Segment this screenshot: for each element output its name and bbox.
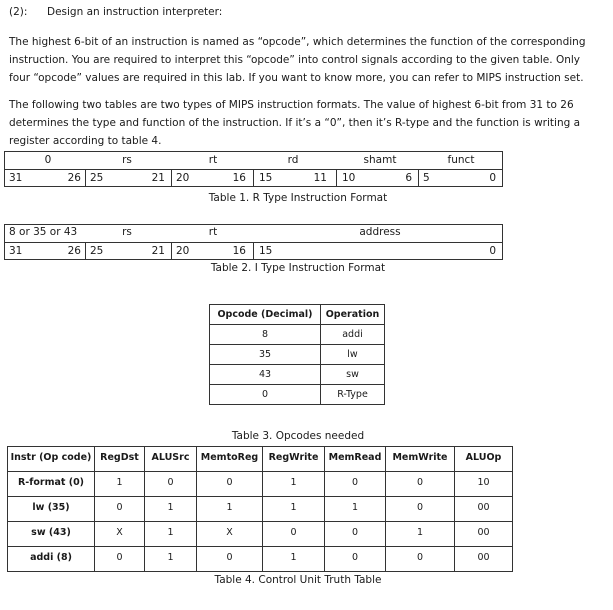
- table4-caption: Table 4. Control Unit Truth Table: [214, 574, 382, 586]
- column-header: RegWrite: [268, 452, 319, 463]
- column-header: RegDst: [100, 452, 139, 463]
- table-cell: lw: [347, 349, 358, 360]
- bit-label: 5: [423, 172, 430, 184]
- table-cell: rd: [287, 154, 299, 166]
- table-cell: 0: [416, 502, 424, 513]
- bit-label: 20: [176, 245, 190, 257]
- column-header: Operation: [325, 309, 380, 320]
- table-cell: 00: [477, 527, 490, 538]
- table-cell: 0: [226, 552, 233, 563]
- bit-label: 16: [232, 245, 246, 257]
- column-header: Instr (Op code): [10, 452, 92, 463]
- row-label: lw (35): [32, 502, 70, 513]
- formats-line: The following two tables are two types of MIPS instruction formats. The value of highest 6-bit from 31 to 26: [9, 99, 574, 111]
- table-cell: 0: [226, 477, 233, 488]
- table-cell: 0: [290, 527, 297, 538]
- bit-label: 10: [342, 172, 356, 184]
- table-cell: sw: [346, 369, 359, 380]
- table-cell: 1: [416, 527, 424, 538]
- table-cell: rs: [122, 154, 132, 166]
- table1-caption: Table 1. R Type Instruction Format: [208, 192, 388, 204]
- table-cell: 1: [226, 502, 233, 513]
- table-cell: 0: [116, 552, 123, 563]
- row-label: R-format (0): [17, 477, 85, 488]
- row-label: addi (8): [30, 552, 72, 563]
- bit-label: 26: [67, 245, 81, 257]
- formats-paragraph: [9, 96, 601, 150]
- intro-line: The highest 6-bit of an instruction is named as “opcode”, which determines the function of the corresponding: [9, 36, 586, 48]
- table-cell: 0: [416, 477, 424, 488]
- table-cell: shamt: [363, 154, 397, 166]
- table-cell: rs: [122, 226, 132, 238]
- table-cell: R-Type: [337, 389, 368, 400]
- table2-caption: Table 2. I Type Instruction Format: [210, 262, 386, 274]
- table-cell: 0: [44, 154, 52, 166]
- column-header: Opcode (Decimal): [217, 309, 313, 320]
- table-cell: 1: [290, 477, 297, 488]
- bit-label: 0: [489, 245, 496, 257]
- section-title: Design an instruction interpreter:: [47, 6, 223, 18]
- column-header: MemWrite: [392, 452, 448, 463]
- table-cell: X: [226, 527, 233, 538]
- intro-line: four “opcode” values are required in this lab. If you want to know more, you can refer to MIPS instruction set.: [9, 72, 584, 84]
- table-cell: rt: [208, 226, 218, 238]
- table-cell: 00: [477, 552, 490, 563]
- table-cell: 1: [167, 552, 174, 563]
- bit-label: 31: [9, 172, 23, 184]
- bit-label: 16: [232, 172, 246, 184]
- table-cell: 0: [351, 477, 359, 488]
- table-cell: 1: [351, 502, 359, 513]
- table-cell: 1: [167, 527, 174, 538]
- table-cell: addi: [342, 329, 363, 340]
- column-header: MemRead: [328, 452, 382, 463]
- table3-caption: Table 3. Opcodes needed: [231, 430, 365, 442]
- table-cell: 0: [167, 477, 174, 488]
- section-number: (2):: [9, 6, 28, 18]
- table-cell: 8 or 35 or 43: [9, 226, 78, 238]
- column-header: ALUSrc: [151, 452, 190, 463]
- bit-label: 15: [259, 245, 273, 257]
- table-cell: 1: [290, 552, 297, 563]
- bit-label: 15: [259, 172, 273, 184]
- table-cell: 43: [258, 369, 272, 380]
- table-cell: 0: [351, 527, 359, 538]
- intro-paragraph: [9, 33, 601, 87]
- bit-label: 11: [313, 172, 327, 184]
- table-cell: address: [359, 226, 401, 238]
- table-cell: 1: [290, 502, 297, 513]
- bit-label: 26: [67, 172, 81, 184]
- table-cell: 0: [416, 552, 424, 563]
- column-header: MemtoReg: [200, 452, 259, 463]
- column-header: ALUOp: [465, 452, 502, 463]
- table-cell: 10: [477, 477, 490, 488]
- table-cell: 0: [116, 502, 123, 513]
- bit-label: 25: [90, 245, 104, 257]
- table-cell: 0: [261, 389, 269, 400]
- bit-label: 31: [9, 245, 23, 257]
- bit-label: 0: [489, 172, 496, 184]
- table-cell: 0: [351, 552, 359, 563]
- formats-line: register according to table 4.: [9, 135, 162, 147]
- bit-label: 6: [405, 172, 412, 184]
- table-cell: 1: [167, 502, 174, 513]
- table-cell: 35: [258, 349, 272, 360]
- bit-label: 20: [176, 172, 190, 184]
- bit-label: 21: [151, 172, 165, 184]
- table-cell: 8: [261, 329, 269, 340]
- table-cell: X: [116, 527, 123, 538]
- table-cell: rt: [208, 154, 218, 166]
- bit-label: 21: [151, 245, 165, 257]
- table-cell: 00: [477, 502, 490, 513]
- table-cell: funct: [447, 154, 475, 166]
- intro-line: instruction. You are required to interpret this “opcode” into control signals according to the given table. Only: [9, 54, 580, 66]
- table-cell: 1: [116, 477, 123, 488]
- row-label: sw (43): [31, 527, 71, 538]
- bit-label: 25: [90, 172, 104, 184]
- formats-line: determines the type and function of the instruction. If it’s a “0”, then it’s R-type and the function is writing a: [9, 117, 581, 129]
